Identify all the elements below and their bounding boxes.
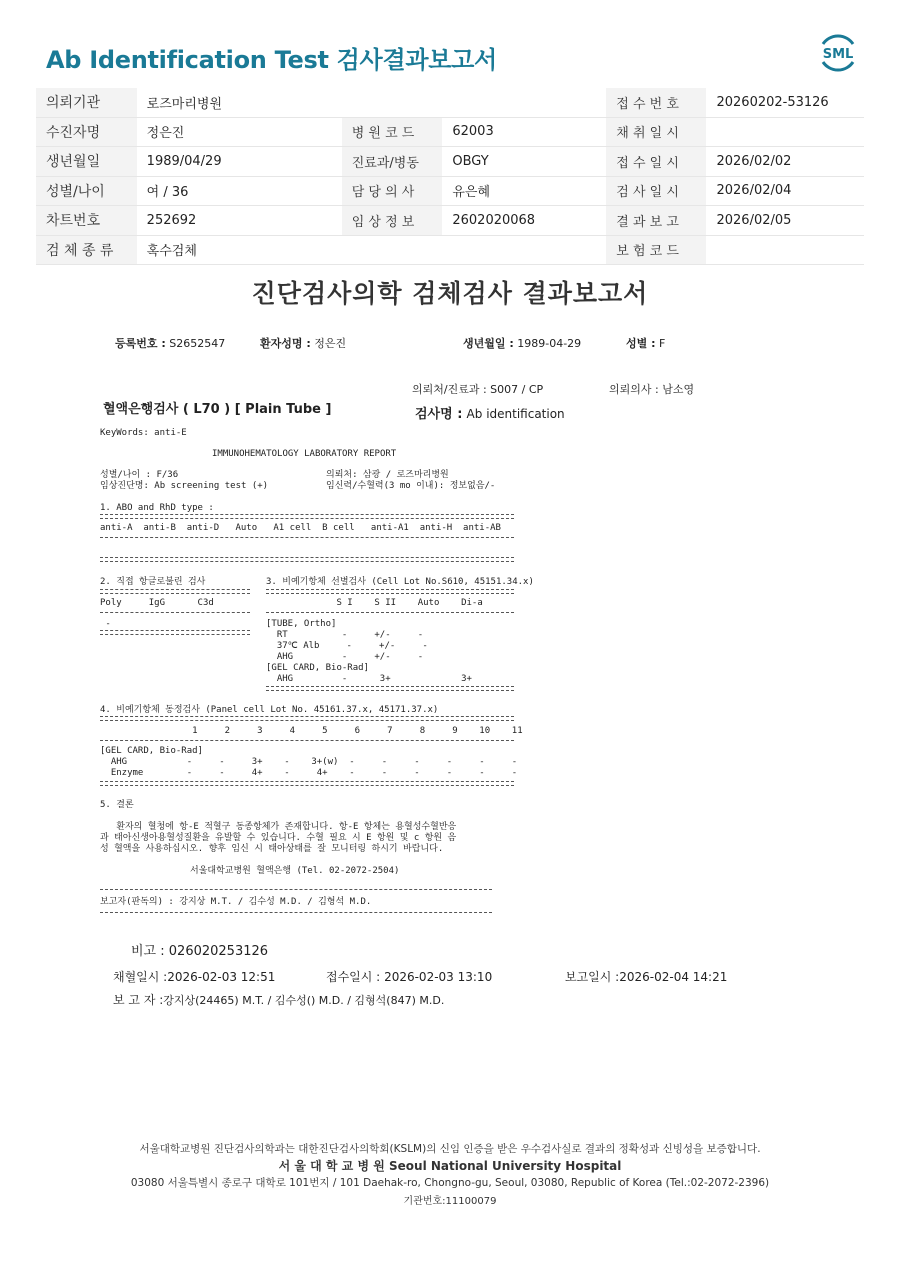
info-value — [442, 235, 606, 265]
footer-hospital: 서 울 대 학 교 병 원 Seoul National University Hospital — [278, 1159, 622, 1173]
divider — [100, 514, 514, 519]
report-time: 보고일시 :2026-02-04 14:21 — [565, 970, 728, 984]
info-label: 차트번호 — [36, 206, 137, 236]
section3-row: [TUBE, Ortho] — [266, 619, 337, 629]
info-label: 접 수 일 시 — [606, 147, 706, 177]
patient-name-line: 환자성명 : 정은진 — [260, 337, 347, 350]
info-value: OBGY — [442, 147, 606, 177]
info-value — [706, 117, 864, 147]
footer-address: 03080 서울특별시 종로구 대학로 101번지 / 101 Daehak-ro, Chongno-gu, Seoul, 03080, Republic of Korea (Tel.:02-2072-2396) — [130, 1177, 770, 1189]
info-value: 혹수검체 — [137, 235, 342, 265]
info-value: 2026/02/02 — [706, 147, 864, 177]
divider — [266, 686, 514, 691]
info-value: 유은혜 — [442, 176, 606, 206]
pregnancy: 임신력/수혈력(3 mo 이내): 정보없음/- — [326, 481, 496, 491]
dob-line: 생년월일 : 1989-04-29 — [463, 337, 582, 350]
patient-info-table — [36, 88, 864, 265]
info-label: 보 험 코 드 — [606, 235, 706, 265]
divider — [100, 781, 514, 786]
reporter-summary: 보 고 자 :강지상(24465) M.T. / 김수성() M.D. / 김형석(847) M.D. — [113, 993, 445, 1007]
receive-time: 접수일시 : 2026-02-03 13:10 — [326, 970, 493, 984]
info-row — [36, 235, 864, 265]
section5-title: 5. 결론 — [100, 800, 134, 810]
sex-line: 성별 : F — [626, 337, 666, 350]
keywords: KeyWords: anti-E — [100, 428, 187, 438]
divider — [100, 557, 514, 562]
info-value: 로즈마리병원 — [137, 88, 342, 117]
footer-certification: 서울대학교병원 진단검사의학과는 대한진단검사의학회(KSLM)의 신임 인증을 받은 우수검사실로 결과의 정확성과 신빙성을 보증합니다. — [139, 1143, 761, 1155]
divider — [100, 740, 514, 741]
info-value: 2026/02/05 — [706, 206, 864, 236]
lab-report-title: IMMUNOHEMATOLOGY LABORATORY REPORT — [212, 449, 397, 459]
info-label — [342, 235, 443, 265]
divider — [100, 589, 250, 594]
divider — [266, 589, 514, 594]
section3-row: [GEL CARD, Bio-Rad] — [266, 663, 369, 673]
section3-header: S I S II Auto Di-a — [266, 598, 483, 608]
section3-row: RT - +/- - — [266, 630, 424, 640]
report-main-title: 진단검사의학 검체검사 결과보고서 — [251, 279, 649, 308]
info-value: 62003 — [442, 117, 606, 147]
info-label — [342, 88, 443, 117]
doctor-line: 의뢰의사 : 남소영 — [609, 383, 695, 396]
info-row — [36, 88, 864, 117]
note-line: 비고 : 026020253126 — [131, 944, 269, 959]
info-label: 수진자명 — [36, 117, 137, 147]
section2-title: 2. 직접 항글로불린 검사 — [100, 577, 206, 587]
dept-line: 의뢰처/진료과 : S007 / CP — [412, 383, 544, 396]
info-value: 2602020068 — [442, 206, 606, 236]
bloodbank-contact: 서울대학교병원 혈액은행 (Tel. 02-2072-2504) — [190, 866, 400, 876]
divider — [100, 537, 514, 538]
info-label: 검 체 종 류 — [36, 235, 137, 265]
info-label: 담 당 의 사 — [342, 176, 443, 206]
section3-title: 3. 비예기항체 선별검사 (Cell Lot No.S610, 45151.34.x) — [266, 577, 534, 587]
section3-row: AHG - 3+ 3+ — [266, 674, 472, 684]
reporter-line: 보고자(판독의) : 강지상 M.T. / 김수성 M.D. / 김형석 M.D. — [100, 897, 372, 907]
divider — [100, 889, 492, 890]
section4-header: 1 2 3 4 5 6 7 8 9 10 11 — [100, 726, 523, 736]
section4-row: [GEL CARD, Bio-Rad] — [100, 746, 203, 756]
sml-logo — [815, 30, 861, 76]
referral: 의뢰처: 삼광 / 로즈마리병원 — [326, 470, 449, 480]
info-value: 여 / 36 — [137, 176, 342, 206]
info-value: 2026/02/04 — [706, 176, 864, 206]
report-title-header: Ab Identification Test 검사결과보고서 — [46, 46, 497, 74]
info-row — [36, 176, 864, 206]
conclusion-line: 과 태아신생아용혈성질환을 유발할 수 있습니다. 수혈 필요 시 E 항원 및 c 항원 음 — [100, 833, 457, 843]
info-label: 결 과 보 고 — [606, 206, 706, 236]
conclusion-line: 성 혈액을 사용하십시오. 향후 임신 시 태아상태를 잘 모니터링 하시기 바랍니다. — [100, 844, 444, 854]
info-value — [442, 88, 606, 117]
info-value: 20260202-53126 — [706, 88, 864, 117]
divider — [266, 612, 514, 613]
registration-line: 등록번호 : S2652547 — [115, 337, 226, 350]
info-row — [36, 147, 864, 177]
info-row — [36, 117, 864, 147]
section3-row: 37℃ Alb - +/- - — [266, 641, 428, 651]
section1-title: 1. ABO and RhD type : — [100, 503, 214, 513]
info-label: 진료과/병동 — [342, 147, 443, 177]
info-label: 병 원 코 드 — [342, 117, 443, 147]
info-label: 생년월일 — [36, 147, 137, 177]
divider — [100, 630, 250, 635]
info-value: 252692 — [137, 206, 342, 236]
clinical-dx: 임상진단명: Ab screening test (+) — [100, 481, 269, 491]
info-label: 성별/나이 — [36, 176, 137, 206]
logo-text: SML — [822, 47, 854, 62]
divider — [100, 912, 492, 913]
test-group: 혈액은행검사 ( L70 ) [ Plain Tube ] — [103, 402, 332, 417]
sex-age: 성별/나이 : F/36 — [100, 470, 179, 480]
info-label: 임 상 정 보 — [342, 206, 443, 236]
info-label: 채 취 일 시 — [606, 117, 706, 147]
divider — [100, 612, 250, 613]
info-label: 접 수 번 호 — [606, 88, 706, 117]
info-row — [36, 206, 864, 236]
section2-header: Poly IgG C3d — [100, 598, 214, 608]
test-name-line: 검사명 : Ab identification — [415, 407, 565, 422]
section4-row: Enzyme - - 4+ - 4+ - - - - - - — [100, 768, 518, 778]
conclusion-line: 환자의 혈청에 항-E 적혈구 동종항체가 존재합니다. 항-E 항체는 용혈성수혈반응 — [100, 822, 457, 832]
info-value: 정은진 — [137, 117, 342, 147]
section4-row: AHG - - 3+ - 3+(w) - - - - - - — [100, 757, 518, 767]
info-value — [706, 235, 864, 265]
section4-title: 4. 비예기항체 동정검사 (Panel cell Lot No. 45161.37.x, 45171.37.x) — [100, 705, 439, 715]
info-label: 검 사 일 시 — [606, 176, 706, 206]
collect-time: 채혈일시 :2026-02-03 12:51 — [113, 970, 276, 984]
divider — [100, 716, 514, 721]
section1-header: anti-A anti-B anti-D Auto A1 cell B cell anti-A1 anti-H anti-AB — [100, 523, 501, 533]
section2-value: - — [100, 619, 111, 629]
section3-row: AHG - +/- - — [266, 652, 424, 662]
info-label: 의뢰기관 — [36, 88, 137, 117]
footer-institution-number: 기관번호:11100079 — [403, 1196, 497, 1207]
info-value: 1989/04/29 — [137, 147, 342, 177]
